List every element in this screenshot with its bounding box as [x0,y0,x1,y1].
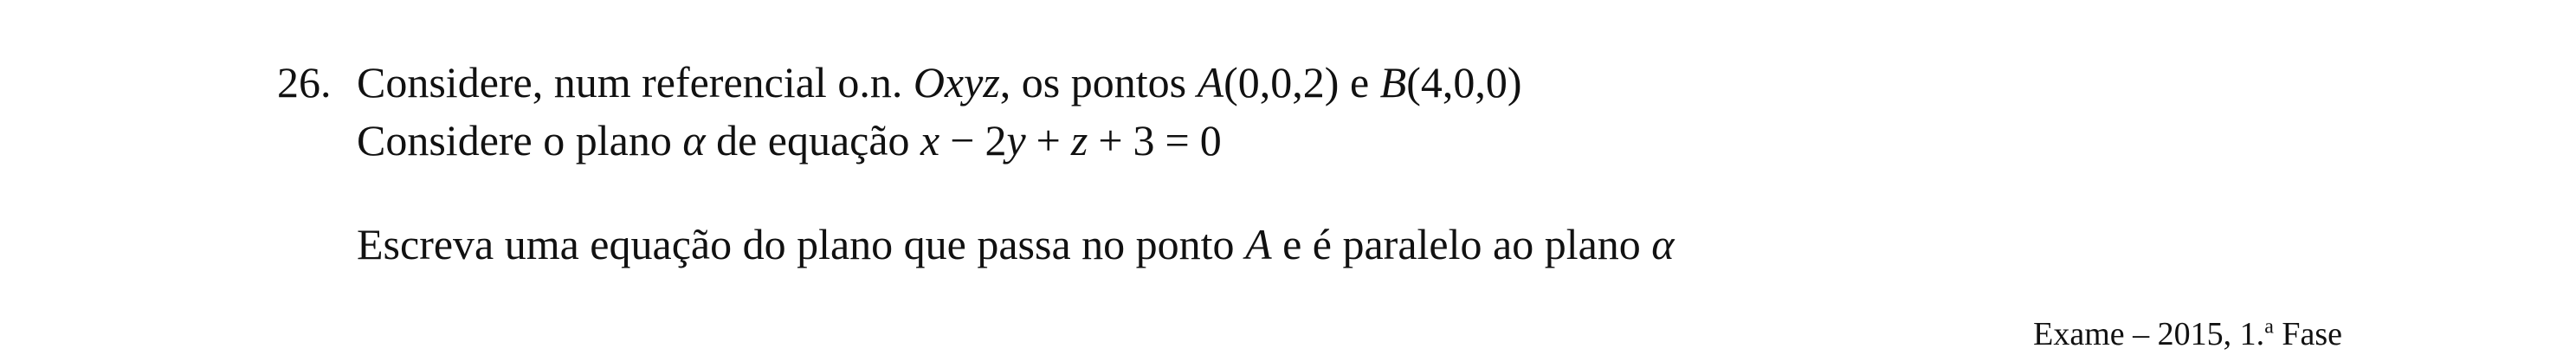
line2-prefix: Considere o plano [357,116,683,165]
point-a-coordinates: (0,0,2) [1223,58,1340,106]
exercise-line-2 [357,115,1222,165]
question-middle: e é paralelo ao plano [1271,220,1652,268]
equation-minus: − [950,116,975,165]
exam-source-text: Exame – 2015, 1. [2033,316,2265,352]
reference-frame: Oxyz [913,58,1000,106]
equation-equals: = [1165,116,1190,165]
question-point-a: A [1245,220,1272,268]
exam-source-phase: Fase [2273,316,2342,352]
point-a-name: A [1197,58,1224,106]
exercise-question [357,219,1675,269]
exam-source [2033,315,2342,353]
question-prefix: Escreva uma equação do plano que passa no ponto [357,220,1246,268]
plane-alpha-symbol: α [682,116,706,165]
equation-constant: 3 [1133,116,1155,165]
equation-z: z [1070,116,1088,165]
equation-y: y [1006,116,1026,165]
question-plane-alpha: α [1651,220,1675,268]
line2-middle: de equação [705,116,921,165]
equation-zero: 0 [1199,116,1222,165]
exercise-line-1 [357,57,1522,107]
line1-prefix: Considere, num referencial o.n. [357,58,914,106]
exam-source-superscript: a [2264,315,2274,339]
equation-plus-1: + [1036,116,1061,165]
point-b-coordinates: (4,0,0) [1406,58,1522,106]
equation-plus-2: + [1098,116,1123,165]
equation-x: x [920,116,940,165]
point-b-name: B [1379,58,1407,106]
line1-conjunction: e [1339,58,1380,106]
equation-coefficient-y: 2 [985,116,1007,165]
exercise-number: 26. [277,58,332,106]
line1-middle: , os pontos [999,58,1198,106]
